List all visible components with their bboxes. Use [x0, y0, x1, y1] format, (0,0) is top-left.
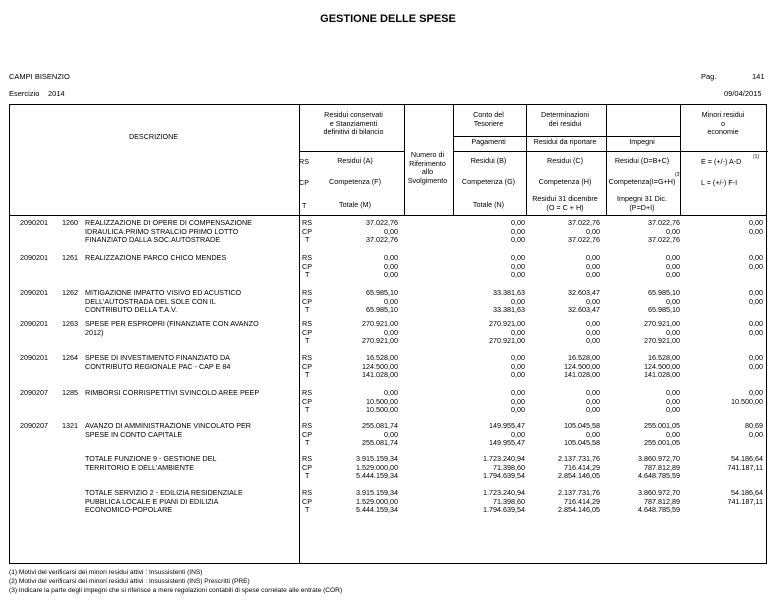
value-e: 0,00: [749, 296, 763, 306]
value-a: 5.444.159,34: [356, 471, 398, 481]
header-competenza-g: Competenza (G): [461, 177, 516, 186]
page-label: Pag.: [701, 72, 717, 81]
row-subcode: 1321: [62, 421, 78, 430]
value-c: 2.854.146,05: [558, 505, 600, 515]
row-flag: CP: [302, 296, 312, 306]
value-b: 0,00: [511, 370, 525, 380]
value-e: 0,00: [749, 388, 763, 397]
value-d: 787.812,89: [644, 496, 680, 506]
value-a: 65.985,10: [366, 288, 398, 297]
value-c: 124.500,00: [564, 361, 600, 371]
value-c: 0,00: [586, 327, 600, 337]
value-a: 270.921,00: [362, 336, 398, 346]
value-d: 255.001,05: [644, 438, 680, 448]
header-residui-conservati: Residui conservati e Stanziamenti definitivi di bilancio: [323, 110, 384, 137]
value-a: 10.500,00: [366, 405, 398, 415]
value-b: 0,00: [511, 270, 525, 280]
value-a: 16.528,00: [366, 353, 398, 362]
value-d: 0,00: [666, 388, 680, 397]
flag-cp: CP: [299, 178, 309, 187]
row-divider: [680, 151, 768, 152]
footnote-2: (2) Motivi del verificarsi dei minori residui attivi : Insussistenti (INS) Prescritti (PRE): [9, 578, 250, 585]
row-flag: T: [305, 471, 310, 481]
row-description: REALIZZAZIONE DI OPERE DI COMPENSAZIONE IDRAULICA.PRIMO STRALCIO PRIMO LOTTO FINANZIATO DALLA SOC.AUTOSTRADE: [85, 218, 252, 245]
value-d: 0,00: [666, 253, 680, 262]
row-subcode: 1285: [62, 388, 78, 397]
header-impegni-31: Impegni 31 Dic. (P=D+I): [617, 194, 667, 212]
value-c: 16.528,00: [568, 353, 600, 362]
value-b: 270.921,00: [489, 319, 525, 328]
value-d: 0,00: [666, 327, 680, 337]
value-b: 0,00: [511, 396, 525, 406]
flag-t: T: [302, 201, 307, 210]
value-c: 32.603,47: [568, 288, 600, 297]
value-d: 3.860.972,70: [638, 488, 680, 497]
page-number: 141: [752, 72, 765, 81]
value-c: 0,00: [586, 336, 600, 346]
row-code: 2090201: [20, 288, 48, 297]
value-b: 149.955,47: [489, 438, 525, 448]
header-e-formula: E = (+/-) A-D: [701, 157, 742, 166]
value-a: 255.081,74: [362, 421, 398, 430]
row-code: 2090207: [20, 421, 48, 430]
value-b: 33.381,63: [493, 288, 525, 297]
row-subcode: 1263: [62, 319, 78, 328]
row-flag: CP: [302, 361, 312, 371]
value-d: 37.022,76: [648, 218, 680, 227]
value-e: 0,00: [749, 361, 763, 371]
value-a: 3.915.159,34: [356, 454, 398, 463]
header-minori-residui: Minori residui o economie: [701, 110, 745, 137]
year-label: Esercizio: [9, 89, 40, 98]
header-conto-tesoriere: Conto del Tesoriere: [473, 110, 504, 128]
row-subcode: 1264: [62, 353, 78, 362]
row-description: TOTALE SERVIZIO 2 - EDILIZIA RESIDENZIALE PUBBLICA LOCALE E PIANI DI EDILIZIA ECONOMICO-POPOLARE: [85, 488, 243, 515]
value-c: 141.028,00: [564, 370, 600, 380]
value-c: 0,00: [586, 270, 600, 280]
value-e: 0,00: [749, 288, 763, 297]
row-flag: CP: [302, 462, 312, 472]
value-d: 270.921,00: [644, 336, 680, 346]
value-b: 270.921,00: [489, 336, 525, 346]
value-a: 10.500,00: [366, 396, 398, 406]
row-flag: RS: [302, 353, 312, 362]
header-residui-b: Residui (B): [470, 156, 507, 165]
row-subcode: 1260: [62, 218, 78, 227]
value-e: 80,69: [745, 421, 763, 430]
row-flag: RS: [302, 288, 312, 297]
row-code: 2090201: [20, 253, 48, 262]
value-c: 37.022,76: [568, 235, 600, 245]
flag-rs: RS: [299, 157, 309, 166]
row-flag: RS: [302, 388, 312, 397]
value-a: 0,00: [384, 261, 398, 271]
row-divider: [453, 151, 680, 152]
value-b: 0,00: [511, 253, 525, 262]
value-b: 0,00: [511, 226, 525, 236]
value-e: 0,00: [749, 218, 763, 227]
value-c: 0,00: [586, 396, 600, 406]
row-description: TOTALE FUNZIONE 9 - GESTIONE DEL TERRITORIO E DELL'AMBIENTE: [85, 454, 217, 472]
row-description: RIMBORSI CORRISPETTIVI SVINCOLO AREE PEEP: [85, 388, 260, 397]
value-c: 37.022,76: [568, 218, 600, 227]
value-b: 0,00: [511, 429, 525, 439]
value-e: 0,00: [749, 226, 763, 236]
row-flag: T: [305, 270, 310, 280]
row-flag: T: [305, 405, 310, 415]
value-b: 0,00: [511, 327, 525, 337]
value-b: 1.794.639,54: [483, 505, 525, 515]
value-a: 0,00: [384, 296, 398, 306]
row-code: 2090207: [20, 388, 48, 397]
header-residui-c: Residui (C): [547, 156, 583, 165]
row-code: 2090201: [20, 319, 48, 328]
value-d: 141.028,00: [644, 370, 680, 380]
header-competenza-f: Competenza (F): [329, 177, 381, 186]
value-c: 2.137.731,76: [558, 488, 600, 497]
row-flag: RS: [302, 319, 312, 328]
value-c: 716.414,29: [564, 496, 600, 506]
value-e: 0,00: [749, 253, 763, 262]
row-subcode: 1261: [62, 253, 78, 262]
value-b: 0,00: [511, 361, 525, 371]
header-pagamenti: Pagamenti: [471, 137, 506, 146]
row-flag: RS: [302, 488, 312, 497]
value-d: 124.500,00: [644, 361, 680, 371]
value-c: 105.045,58: [564, 438, 600, 448]
header-numero-riferimento: Numero di Riferimento allo Svolgimento: [407, 150, 448, 185]
row-flag: T: [305, 336, 310, 346]
value-c: 0,00: [586, 319, 600, 328]
footnote-3: (3) Indicare la parte degli impegni che si riferisce a mere regolazioni contabili di spese correlate alle entrate (COR): [9, 587, 343, 594]
value-e: 54.186,64: [731, 454, 763, 463]
header-competenza-i: Competenza(I=G+H): [608, 177, 676, 186]
row-subcode: 1262: [62, 288, 78, 297]
value-a: 0,00: [384, 327, 398, 337]
row-flag: T: [305, 370, 310, 380]
header-bottom-line: [10, 215, 766, 216]
value-e: 0,00: [749, 327, 763, 337]
header-determinazioni: Determinazioni dei residui: [541, 110, 589, 128]
value-a: 0,00: [384, 226, 398, 236]
value-a: 270.921,00: [362, 319, 398, 328]
header-l-formula: L = (+/-) F-I: [701, 178, 738, 187]
value-c: 105.045,58: [564, 421, 600, 430]
row-flag: CP: [302, 429, 312, 439]
value-b: 0,00: [511, 296, 525, 306]
col-divider: [299, 105, 300, 563]
value-b: 0,00: [511, 218, 525, 227]
value-b: 1.794.639,54: [483, 471, 525, 481]
value-d: 16.528,00: [648, 353, 680, 362]
header-descrizione: DESCRIZIONE: [128, 132, 179, 141]
row-flag: T: [305, 235, 310, 245]
value-a: 65.985,10: [366, 305, 398, 315]
value-d: 3.860.972,70: [638, 454, 680, 463]
value-b: 1.723.240,94: [483, 488, 525, 497]
row-code: 2090201: [20, 218, 48, 227]
value-a: 124.500,00: [362, 361, 398, 371]
value-c: 0,00: [586, 261, 600, 271]
value-c: 0,00: [586, 226, 600, 236]
value-d: 65.985,10: [648, 305, 680, 315]
value-b: 0,00: [511, 353, 525, 362]
value-d: 4.648.785,59: [638, 471, 680, 481]
value-e: 0,00: [749, 353, 763, 362]
entity-name: CAMPI BISENZIO: [9, 72, 70, 81]
value-d: 0,00: [666, 429, 680, 439]
value-d: 65.985,10: [648, 288, 680, 297]
value-b: 33.381,63: [493, 305, 525, 315]
value-a: 37.022,76: [366, 235, 398, 245]
value-d: 0,00: [666, 405, 680, 415]
value-a: 0,00: [384, 429, 398, 439]
print-date: 09/04/2015: [724, 89, 762, 98]
value-a: 0,00: [384, 388, 398, 397]
page-title: GESTIONE DELLE SPESE: [320, 13, 456, 25]
row-flag: CP: [302, 226, 312, 236]
header-residui-riportare: Residui da riportare: [533, 137, 597, 146]
header-residui-31: Residui 31 dicembre (O = C + H): [532, 194, 598, 212]
value-a: 0,00: [384, 253, 398, 262]
row-description: SPESE PER ESPROPRI (FINANZIATE CON AVANZO 2012): [85, 319, 259, 337]
row-flag: CP: [302, 396, 312, 406]
value-b: 71.398,60: [493, 462, 525, 472]
row-flag: RS: [302, 253, 312, 262]
row-flag: RS: [302, 218, 312, 227]
value-d: 4.648.785,59: [638, 505, 680, 515]
header-totale-n: Totale (N): [472, 200, 505, 209]
row-flag: CP: [302, 261, 312, 271]
value-b: 149.955,47: [489, 421, 525, 430]
value-d: 0,00: [666, 270, 680, 280]
row-code: 2090201: [20, 353, 48, 362]
value-a: 37.022,76: [366, 218, 398, 227]
value-e: 0,00: [749, 319, 763, 328]
header-impegni: Impegni: [629, 137, 655, 146]
value-b: 0,00: [511, 261, 525, 271]
value-e: 741.187,11: [727, 462, 763, 472]
value-e: 10.500,00: [731, 396, 763, 406]
header-i-note: (3): [675, 172, 682, 178]
value-e: 54.186,64: [731, 488, 763, 497]
value-a: 0,00: [384, 270, 398, 280]
value-c: 2.137.731,76: [558, 454, 600, 463]
value-e: 0,00: [749, 429, 763, 439]
row-flag: T: [305, 505, 310, 515]
value-b: 0,00: [511, 388, 525, 397]
row-description: AVANZO DI AMMINISTRAZIONE VINCOLATO PER SPESE IN CONTO CAPITALE: [85, 421, 251, 439]
value-b: 1.723.240,94: [483, 454, 525, 463]
value-e: 0,00: [749, 261, 763, 271]
row-divider: [299, 151, 404, 152]
value-c: 0,00: [586, 253, 600, 262]
row-flag: RS: [302, 421, 312, 430]
footnote-1: (1) Motivi del verificarsi dei minori residui attivi : Insussistenti (INS): [9, 569, 203, 576]
row-flag: T: [305, 305, 310, 315]
row-flag: RS: [302, 454, 312, 463]
value-a: 5.444.159,34: [356, 505, 398, 515]
value-b: 0,00: [511, 235, 525, 245]
value-a: 1.529.000,00: [356, 496, 398, 506]
row-description: MITIGAZIONE IMPATTO VISIVO ED ACUSTICO DELL'AUTOSTRADA DEL SOLE CON IL CONTRIBUTO DELLA T.A.V.: [85, 288, 242, 315]
value-d: 0,00: [666, 396, 680, 406]
header-e-note: (1): [753, 154, 760, 160]
value-a: 3.915.159,34: [356, 488, 398, 497]
year-value: 2014: [48, 89, 65, 98]
value-c: 2.854.146,05: [558, 471, 600, 481]
value-a: 141.028,00: [362, 370, 398, 380]
row-flag: CP: [302, 327, 312, 337]
value-d: 270.921,00: [644, 319, 680, 328]
header-residui-d: Residui (D=B+C): [614, 156, 670, 165]
value-c: 0,00: [586, 296, 600, 306]
header-residui-a: Residui (A): [337, 156, 373, 165]
header-competenza-h: Competenza (H): [538, 177, 592, 186]
row-description: SPESE DI INVESTIMENTO FINANZIATO DA CONTRIBUTO REGIONALE PAC - CAP E 84: [85, 353, 231, 371]
value-b: 71.398,60: [493, 496, 525, 506]
value-d: 37.022,76: [648, 235, 680, 245]
row-description: REALIZZAZIONE PARCO CHICO MENDES: [85, 253, 227, 262]
value-b: 0,00: [511, 405, 525, 415]
row-flag: T: [305, 438, 310, 448]
value-a: 255.081,74: [362, 438, 398, 448]
value-d: 0,00: [666, 261, 680, 271]
value-c: 716.414,29: [564, 462, 600, 472]
value-d: 787.812,89: [644, 462, 680, 472]
value-d: 0,00: [666, 296, 680, 306]
value-d: 255.001,05: [644, 421, 680, 430]
value-a: 1.529.000,00: [356, 462, 398, 472]
header-totale-m: Totale (M): [339, 200, 371, 209]
value-c: 0,00: [586, 388, 600, 397]
value-d: 0,00: [666, 226, 680, 236]
value-c: 32.603,47: [568, 305, 600, 315]
value-c: 0,00: [586, 429, 600, 439]
value-c: 0,00: [586, 405, 600, 415]
row-flag: CP: [302, 496, 312, 506]
value-e: 741.187,11: [727, 496, 763, 506]
